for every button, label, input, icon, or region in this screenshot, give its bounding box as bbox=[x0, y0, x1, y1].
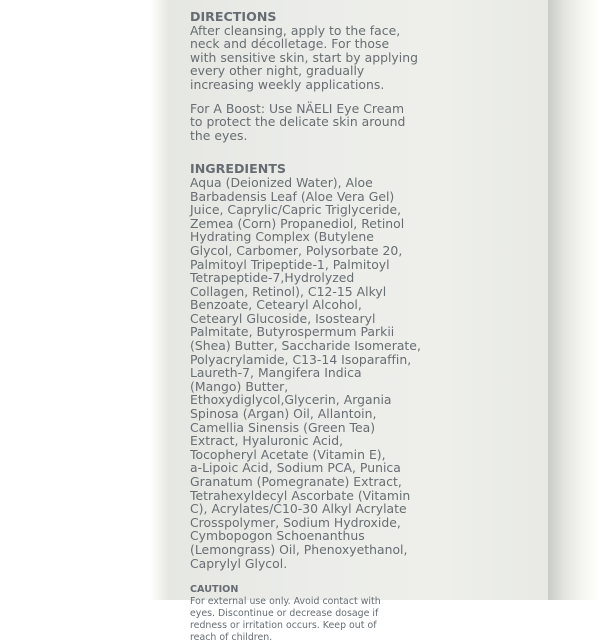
ingredients-line: Glycol, Carbomer, Polysorbate 20, bbox=[190, 242, 403, 258]
ingredients-line: Cetearyl Glucoside, Isostearyl bbox=[190, 310, 376, 326]
ingredients-line: Collagen, Retinol), C12-15 Alkyl bbox=[190, 283, 387, 299]
ingredients-line: Juice, Caprylic/Capric Triglyceride, bbox=[190, 202, 402, 218]
directions-line: increasing weekly applications. bbox=[190, 76, 385, 92]
ingredients-line: Spinosa (Argan) Oil, Allantoin, bbox=[190, 406, 377, 422]
ingredients-line: (Shea) Butter, Saccharide Isomerate, bbox=[190, 338, 421, 354]
boost-line: to protect the delicate skin around bbox=[190, 114, 406, 130]
caution-heading: CAUTION bbox=[190, 584, 239, 596]
ingredients-line: Benzoate, Cetearyl Alcohol, bbox=[190, 297, 362, 313]
ingredients-line: Palmitoyl Tripeptide-1, Palmitoyl bbox=[190, 256, 390, 272]
caution-line: eyes. Discontinue or decrease dosage if bbox=[190, 608, 379, 620]
directions-line: neck and décolletage. For those bbox=[190, 36, 390, 52]
ingredients-line: Aqua (Deionized Water), Aloe bbox=[190, 174, 373, 190]
ingredients-line: Zemea (Corn) Propanediol, Retinol bbox=[190, 215, 405, 231]
ingredients-line: Camellia Sinensis (Green Tea) bbox=[190, 419, 376, 435]
ingredients-line: Cymbopogon Schoenanthus bbox=[190, 528, 365, 544]
ingredients-line: C), Acrylates/C10-30 Alkyl Acrylate bbox=[190, 501, 407, 517]
ingredients-line: Ethoxydiglycol,Glycerin, Argania bbox=[190, 392, 392, 408]
directions-line: with sensitive skin, start by applying bbox=[190, 49, 419, 65]
ingredients-heading: INGREDIENTS bbox=[190, 161, 287, 177]
directions-line: every other night, gradually bbox=[190, 63, 365, 79]
ingredients-line: a-Lipoic Acid, Sodium PCA, Punica bbox=[190, 460, 401, 476]
ingredients-line: (Lemongrass) Oil, Phenoxyethanol, bbox=[190, 541, 408, 557]
ingredients-section bbox=[190, 162, 544, 570]
ingredients-line: Palmitate, Butyrospermum Parkii bbox=[190, 324, 395, 340]
ingredients-line: (Mango) Butter, bbox=[190, 378, 289, 394]
right-edge-shadow bbox=[548, 0, 600, 600]
caution-line: For external use only. Avoid contact with bbox=[190, 596, 381, 608]
ingredients-line: Tetrapeptide-7,Hydrolyzed bbox=[190, 270, 355, 286]
boost-line: the eyes. bbox=[190, 127, 248, 143]
ingredients-line: Crosspolymer, Sodium Hydroxide, bbox=[190, 514, 401, 530]
ingredients-line: Laureth-7, Mangifera Indica bbox=[190, 365, 362, 381]
ingredients-line: Extract, Hyaluronic Acid, bbox=[190, 433, 344, 449]
caution-line: reach of children. bbox=[190, 632, 273, 644]
boost-line: For A Boost: Use NÄELI Eye Cream bbox=[190, 100, 405, 116]
directions-section bbox=[190, 10, 544, 142]
ingredients-line: Granatum (Pomegranate) Extract, bbox=[190, 474, 402, 489]
caution-line: redness or irritation occurs. Keep out of bbox=[190, 620, 377, 632]
caution-section bbox=[190, 584, 544, 644]
ingredients-line: Polyacrylamide, C13-14 Isoparaffin, bbox=[190, 351, 412, 367]
ingredients-line: Barbadensis Leaf (Aloe Vera Gel) bbox=[190, 188, 395, 204]
ingredients-line: Tetrahexyldecyl Ascorbate (Vitamin bbox=[190, 487, 411, 503]
ingredients-line: Hydrating Complex (Butylene bbox=[190, 229, 374, 245]
ingredients-line: Caprylyl Glycol. bbox=[190, 555, 288, 571]
ingredients-line: Tocopheryl Acetate (Vitamin E), bbox=[190, 446, 386, 462]
directions-heading: DIRECTIONS bbox=[190, 9, 277, 24]
directions-line: After cleansing, apply to the face, bbox=[190, 22, 401, 38]
label-text bbox=[190, 10, 544, 644]
